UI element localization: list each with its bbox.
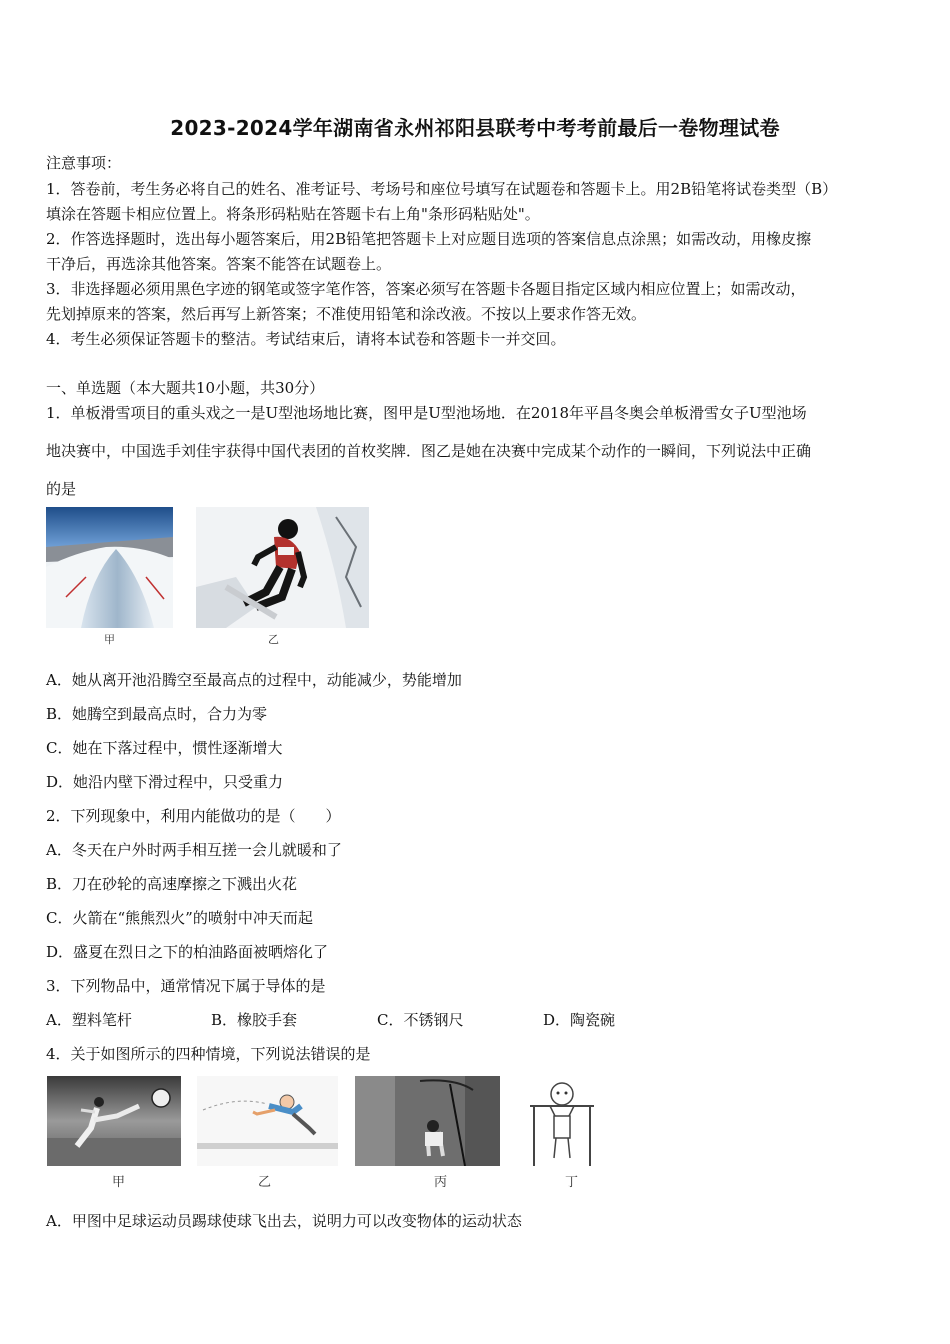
option-item: A．甲图中足球运动员踢球使球飞出去，说明力可以改变物体的运动状态 <box>46 1212 522 1230</box>
option-item: D．盛夏在烈日之下的柏油路面被晒熔化了 <box>46 943 329 961</box>
option-item: B．橡胶手套 <box>211 1011 298 1029</box>
option-item: D．她沿内壁下滑过程中，只受重力 <box>46 773 284 791</box>
notice-line: 干净后，再选涂其他答案。答案不能答在试题卷上。 <box>46 255 392 273</box>
question-1-text: 地决赛中，中国选手刘佳宇获得中国代表团的首枚奖牌．图乙是她在决赛中完成某个动作的一瞬间，下列说法中正确 <box>46 442 812 460</box>
option-item: A．冬天在户外时两手相互搓一会儿就暖和了 <box>46 841 342 859</box>
pole-vault-photo <box>355 1076 500 1166</box>
pull-up-drawing <box>526 1076 598 1166</box>
page-title: 2023-2024学年湖南省永州祁阳县联考中考考前最后一卷物理试卷 <box>170 116 780 140</box>
figure-caption: 丁 <box>565 1175 579 1190</box>
notice-line: 先划掉原来的答案，然后再写上新答案；不准使用铅笔和涂改液。不按以上要求作答无效。 <box>46 305 647 323</box>
option-item: C．火箭在“熊熊烈火”的喷射中冲天而起 <box>46 909 313 927</box>
notice-line: 填涂在答题卡相应位置上。将条形码粘贴在答题卡右上角"条形码粘贴处"。 <box>46 205 540 223</box>
notice-line: 2．作答选择题时，选出每小题答案后，用2B铅笔把答题卡上对应题目选项的答案信息点涂黑；如需改动，用橡皮擦 <box>46 230 812 248</box>
option-item: D．陶瓷碗 <box>543 1011 616 1029</box>
halfpipe-photo <box>46 507 173 628</box>
notice-line: 3．非选择题必须用黑色字迹的钢笔或签字笔作答，答案必须写在答题卡各题目指定区域内相应位置上；如需改动， <box>46 280 806 298</box>
question-1-text: 的是 <box>46 480 77 498</box>
option-item: B．刀在砂轮的高速摩擦之下溅出火花 <box>46 875 298 893</box>
long-jump-drawing <box>197 1076 338 1166</box>
soccer-photo <box>47 1076 181 1166</box>
option-item: C．她在下落过程中，惯性逐渐增大 <box>46 739 283 757</box>
notice-line: 1．答卷前，考生务必将自己的姓名、准考证号、考场号和座位号填写在试题卷和答题卡上。用2B铅笔将试卷类型（B） <box>46 180 838 198</box>
figure-caption: 甲 <box>112 1175 126 1190</box>
option-item: B．她腾空到最高点时，合力为零 <box>46 705 268 723</box>
figure-caption: 乙 <box>268 633 279 646</box>
figure-caption: 乙 <box>258 1175 272 1190</box>
snowboarder-photo <box>196 507 369 628</box>
figure-caption: 甲 <box>104 633 115 646</box>
question-1-text: 1．单板滑雪项目的重头戏之一是U型池场地比赛，图甲是U型池场地．在2018年平昌冬奥会单板滑雪女子U型池场 <box>46 404 807 422</box>
notice-heading: 注意事项： <box>46 154 122 172</box>
notice-line: 4．考生必须保证答题卡的整洁。考试结束后，请将本试卷和答题卡一并交回。 <box>46 330 566 348</box>
figure-caption: 丙 <box>434 1175 448 1190</box>
option-item: A．她从离开池沿腾空至最高点的过程中，动能减少，势能增加 <box>46 671 462 689</box>
question-4-text: 4．关于如图所示的四种情境，下列说法错误的是 <box>46 1045 371 1063</box>
option-item: A．塑料笔杆 <box>46 1011 132 1029</box>
question-3-text: 3．下列物品中，通常情况下属于导体的是 <box>46 977 326 995</box>
section-heading: 一、单选题（本大题共10小题，共30分） <box>46 379 325 397</box>
question-2-text: 2．下列现象中，利用内能做功的是（ ） <box>46 807 341 825</box>
option-item: C．不锈钢尺 <box>377 1011 464 1029</box>
